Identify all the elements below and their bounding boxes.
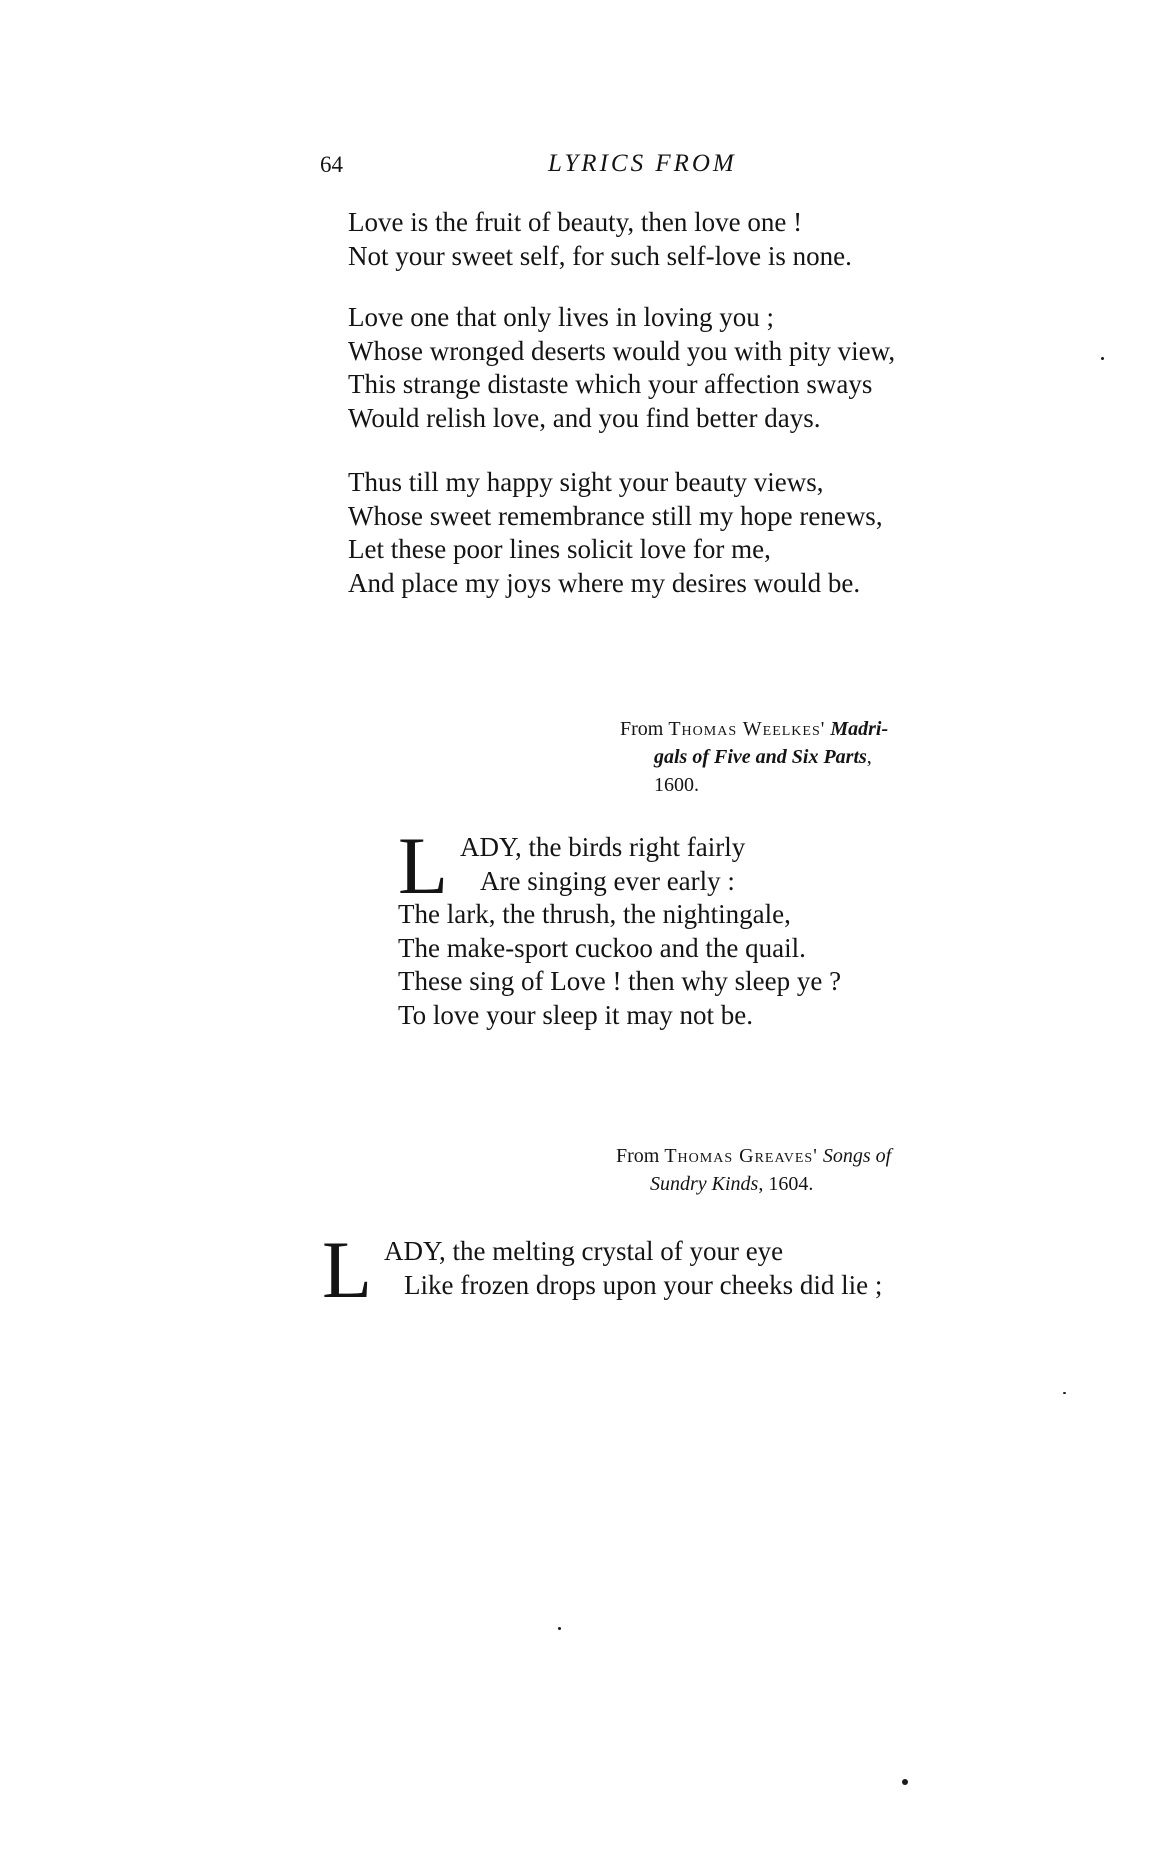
verse-line: These sing of Love ! then why sleep ye ? <box>398 966 842 996</box>
poem <box>322 1224 883 1315</box>
source-attribution <box>616 1142 891 1198</box>
verse-line: ADY, the birds right fairly <box>460 832 746 862</box>
verse-line: Love is the fruit of beauty, then love one ! <box>348 207 803 237</box>
verse-line: ADY, the melting crystal of your eye <box>384 1236 784 1266</box>
drop-cap: L <box>322 1224 373 1315</box>
verse-line: Are singing ever early : <box>480 865 735 896</box>
scan-speck <box>558 1627 561 1630</box>
scan-speck <box>1101 357 1104 360</box>
stanza <box>348 301 895 435</box>
verse-line: Not your sweet self, for such self-love is none. <box>348 240 852 271</box>
source-year: , 1604. <box>758 1173 814 1195</box>
page-number: 64 <box>320 152 343 177</box>
source-title: Songs of <box>822 1145 892 1167</box>
verse-line: This strange distaste which your affection sways <box>348 369 873 399</box>
source-author: Thomas Greaves' <box>664 1145 818 1167</box>
scan-speck <box>1063 1392 1066 1394</box>
verse-line: The make-sport cuckoo and the quail. <box>398 932 806 963</box>
source-prefix: From <box>616 1145 665 1167</box>
source-title: Sundry Kinds <box>650 1173 759 1195</box>
verse-line: Thus till my happy sight your beauty views, <box>348 467 824 497</box>
verse-line: Would relish love, and you find better days. <box>348 402 821 433</box>
source-title: gals of Five and Six Parts <box>654 746 867 768</box>
source-year: 1600. <box>654 774 699 796</box>
scan-speck <box>902 1779 908 1785</box>
stanza <box>348 466 883 600</box>
poem <box>398 820 842 1032</box>
verse-line: Whose wronged deserts would you with pity view, <box>348 335 896 366</box>
stanza <box>348 206 852 273</box>
source-attribution <box>620 715 888 799</box>
verse-line: Whose sweet remembrance still my hope renews, <box>348 500 883 531</box>
verse-line: The lark, the thrush, the nightingale, <box>398 899 791 929</box>
verse-line: Love one that only lives in loving you ; <box>348 302 774 332</box>
source-author: Thomas Weelkes' <box>668 718 826 740</box>
verse-line: Like frozen drops upon your cheeks did lie ; <box>404 1269 883 1300</box>
source-punctuation: , <box>866 746 872 768</box>
source-prefix: From <box>620 718 669 740</box>
running-head: LYRICS FROM <box>548 150 737 177</box>
source-title: Madri- <box>830 718 889 740</box>
verse-line: And place my joys where my desires would be. <box>348 567 861 598</box>
verse-line: Let these poor lines solicit love for me, <box>348 534 771 564</box>
verse-line: To love your sleep it may not be. <box>398 999 754 1030</box>
drop-cap: L <box>398 820 449 911</box>
